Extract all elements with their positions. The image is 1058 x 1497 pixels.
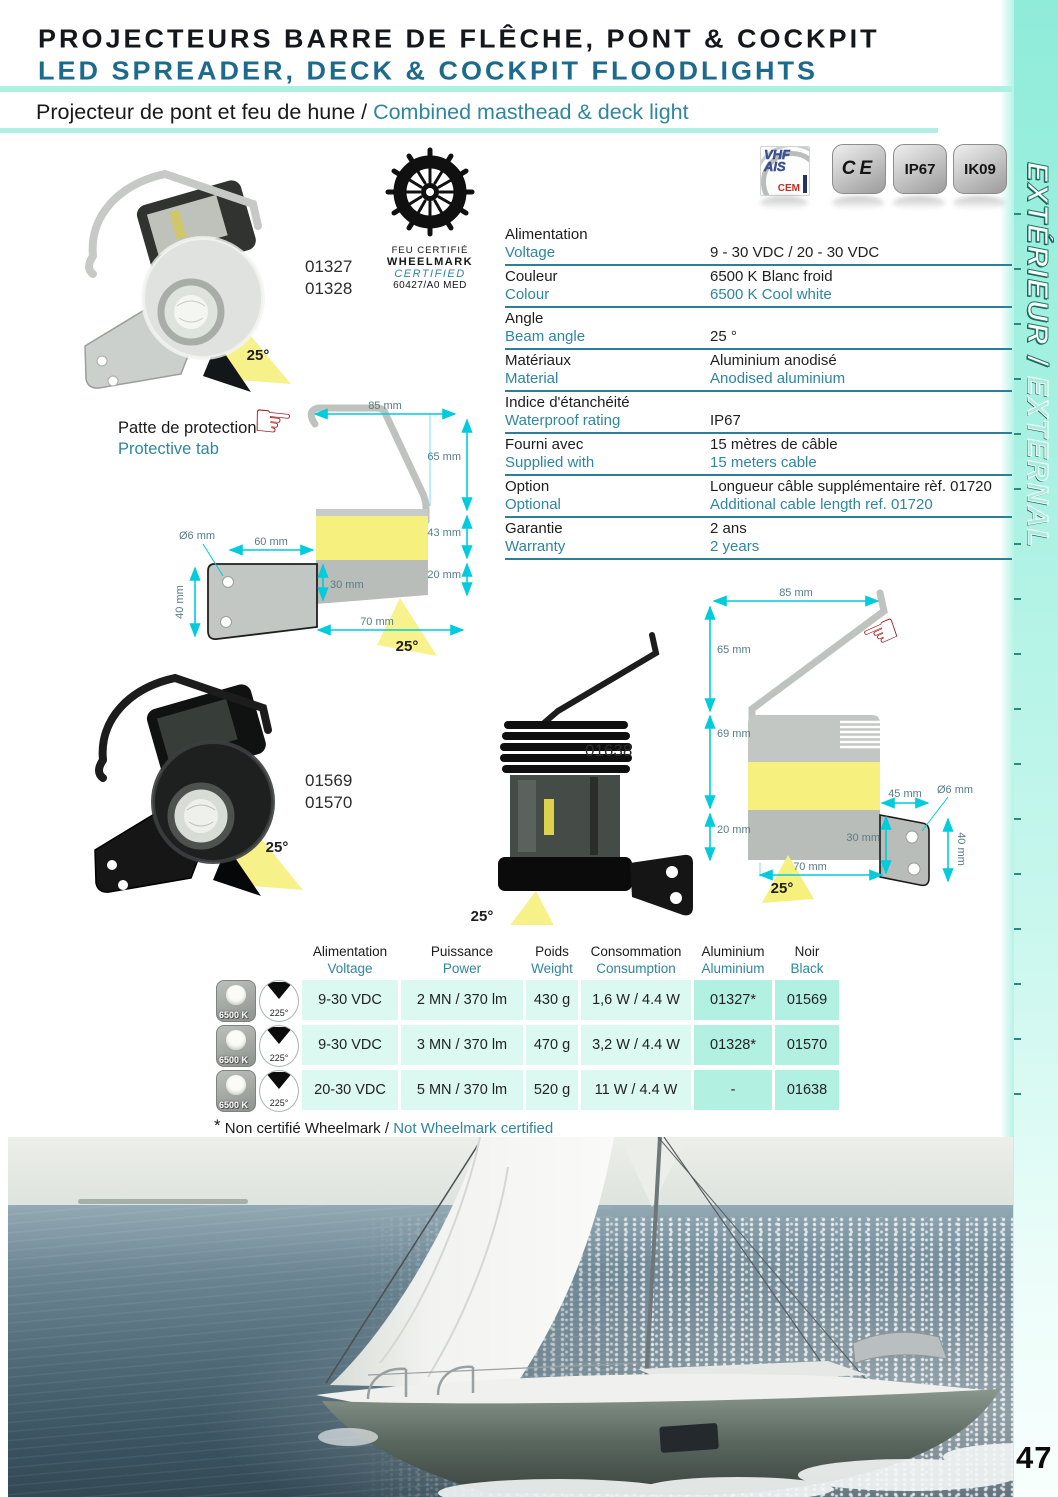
table-cell-black-code: 01638 <box>775 1070 839 1110</box>
spec-table <box>505 224 1012 560</box>
subtitle-underline <box>0 128 938 133</box>
page-number: 47 <box>1016 1440 1053 1475</box>
product-codes <box>305 256 352 300</box>
spec-value-fr: 2 ans <box>710 520 747 537</box>
dim-20mm: 20 mm <box>427 569 461 581</box>
spec-label-fr: Garantie <box>505 520 563 537</box>
column-header: Poids Weight <box>531 944 573 976</box>
dim-40mm: 40 mm <box>955 832 967 866</box>
table-cell-aluminium-code: 01328* <box>694 1025 772 1065</box>
subtitle-en: Combined masthead & deck light <box>373 100 689 124</box>
spec-row <box>505 308 1012 350</box>
dimension-drawing-1 <box>165 391 500 663</box>
spec-value-en: Anodised aluminium <box>710 369 846 387</box>
spec-value-en: 15 meters cable <box>710 453 817 471</box>
product-codes <box>305 770 352 814</box>
dimension-drawing-2 <box>700 585 1000 905</box>
spec-row <box>505 518 1012 560</box>
table-cell-voltage: 20-30 VDC <box>302 1070 398 1110</box>
table-cell-weight: 470 g <box>526 1025 578 1065</box>
table-cell-aluminium-code: 01327* <box>694 980 772 1020</box>
product-codes <box>585 740 632 762</box>
jib-sail <box>330 1137 614 1389</box>
page-title-fr: PROJECTEURS BARRE DE FLÊCHE, PONT & COCKPIT <box>38 24 880 54</box>
wheelmark-line2: WHEELMARK <box>386 256 474 268</box>
spec-row <box>505 350 1012 392</box>
product-code: 01569 <box>305 771 353 790</box>
spec-value-en: 6500 K Cool white <box>710 285 832 303</box>
ship-wheel-icon <box>384 146 476 238</box>
table-cell-voltage: 9-30 VDC <box>302 1025 398 1065</box>
header-underline <box>0 86 1012 92</box>
product-photo-01638 <box>440 625 700 925</box>
antenna-bar <box>803 175 807 193</box>
column-header: Consommation Consumption <box>590 944 682 976</box>
spec-label-en: Waterproof rating <box>505 411 621 429</box>
column-header: Aluminium Aluminium <box>701 944 765 976</box>
color-temp-icon: 6500 K <box>216 980 256 1022</box>
spec-label-fr: Fourni avec <box>505 436 584 453</box>
mount-tab <box>880 815 929 885</box>
vhf-ais-cem-logo <box>760 146 810 196</box>
badge-reflection <box>760 196 808 210</box>
sailboat-photo <box>8 1137 1013 1497</box>
section-label-fr: EXTÉRIEUR / <box>1021 162 1053 367</box>
dim-85mm: 85 mm <box>368 400 402 412</box>
column-header: Puissance Power <box>430 944 494 976</box>
subtitle-fr: Projecteur de pont et feu de hune <box>36 100 356 124</box>
protective-tab-en: Protective tab <box>118 440 219 458</box>
table-cell-weight: 520 g <box>526 1070 578 1110</box>
product-code: 01570 <box>305 793 353 812</box>
dim-angle: 25° <box>770 880 794 897</box>
subtitle-separator: / <box>355 100 374 124</box>
dim-angle: 25° <box>395 638 419 655</box>
lamp-base <box>498 857 632 891</box>
protective-tab-fr: Patte de protection <box>118 419 257 437</box>
ais-text: AIS <box>764 159 786 174</box>
badge-reflection <box>953 196 1005 210</box>
table-cell-black-code: 01569 <box>775 980 839 1020</box>
mount-bracket <box>544 635 656 723</box>
spec-label-en: Material <box>505 369 559 387</box>
spec-label-en: Colour <box>505 285 550 303</box>
hull-window <box>659 1423 719 1453</box>
pointing-hand-icon: ☜ <box>853 602 908 663</box>
spec-label-fr: Option <box>505 478 550 495</box>
badge-reflection <box>832 196 884 210</box>
beam-angle-label: 25° <box>470 908 494 925</box>
table-cell-consumption: 11 W / 4.4 W <box>581 1070 691 1110</box>
product-code: 01327 <box>305 257 353 276</box>
visibility-angle-icon: 225° <box>259 980 299 1022</box>
dim-65mm: 65 mm <box>717 644 751 656</box>
table-cell-power: 5 MN / 370 lm <box>401 1070 523 1110</box>
beam-angle-label: 25° <box>246 347 270 364</box>
product-photo-black <box>65 662 315 902</box>
dim-70mm: 70 mm <box>793 861 827 873</box>
lamp-lens-area <box>316 516 428 560</box>
visibility-angle-icon: 225° <box>259 1070 299 1112</box>
dim-hole: Ø6 mm <box>178 530 216 542</box>
wheelmark-cert-number: 60427/A0 MED <box>393 280 467 291</box>
pointing-hand-icon: ☞ <box>249 391 296 451</box>
table-cell-aluminium-code: - <box>694 1070 772 1110</box>
table-cell-consumption: 1,6 W / 4.4 W <box>581 980 691 1020</box>
spec-row <box>505 476 1012 518</box>
spec-label-en: Optional <box>505 495 561 513</box>
sprayhood <box>853 1332 947 1363</box>
product-code: 01638 <box>585 741 633 760</box>
dim-43mm: 43 mm <box>427 527 461 539</box>
dim-70mm: 70 mm <box>360 616 394 628</box>
spec-label-en: Warranty <box>505 537 566 555</box>
dim-30mm: 30 mm <box>846 832 880 844</box>
ik09-badge: IK09 <box>953 144 1007 194</box>
bracket-outline <box>311 408 426 521</box>
table-cell-power: 2 MN / 370 lm <box>401 980 523 1020</box>
page-title-en: LED SPREADER, DECK & COCKPIT FLOODLIGHTS <box>38 56 819 86</box>
spec-label-fr: Matériaux <box>505 352 571 369</box>
spec-label-fr: Angle <box>505 310 544 327</box>
dim-65mm: 65 mm <box>427 451 461 463</box>
light-beam <box>498 891 560 925</box>
spec-value: 9 - 30 VDC / 20 - 30 VDC <box>710 243 880 261</box>
dim-hole: Ø6 mm <box>936 784 974 796</box>
badge-reflection <box>893 196 945 210</box>
spec-label-en: Beam angle <box>505 327 586 345</box>
spec-label-en: Voltage <box>505 243 556 261</box>
spec-row <box>505 224 1012 266</box>
color-temp-icon: 6500 K <box>216 1025 256 1067</box>
spec-value-fr: Aluminium anodisé <box>710 352 837 369</box>
table-cell-black-code: 01570 <box>775 1025 839 1065</box>
vhf-text: VHF <box>764 147 790 162</box>
led-strip <box>544 799 554 835</box>
product-code: 01328 <box>305 279 353 298</box>
spec-value: IP67 <box>710 411 741 429</box>
dim-60mm: 60 mm <box>254 536 288 548</box>
column-header: Alimentation Voltage <box>312 944 388 976</box>
wheelmark-certification <box>358 146 502 291</box>
wheelmark-line3: CERTIFIED <box>394 268 466 280</box>
vhf-ais-text <box>764 149 790 173</box>
spec-label-fr: Indice d'étanchéité <box>505 394 630 411</box>
spec-value-en: Additional cable length ref. 01720 <box>710 495 933 513</box>
spec-value-fr: Longueur câble supplémentaire rèf. 01720 <box>710 478 992 495</box>
table-cell-power: 3 MN / 370 lm <box>401 1025 523 1065</box>
dim-85mm: 85 mm <box>779 587 813 599</box>
side-bracket <box>630 855 693 915</box>
dim-45mm: 45 mm <box>888 788 922 800</box>
spec-value-en: 2 years <box>710 537 760 555</box>
beam-angle-label: 25° <box>265 839 289 856</box>
dim-40mm: 40 mm <box>174 585 186 619</box>
asterisk: * <box>214 1116 221 1135</box>
visibility-angle-icon: 225° <box>259 1025 299 1067</box>
main-sail <box>620 1137 686 1207</box>
sailboat <box>8 1137 1013 1497</box>
wheelmark-line1: FEU CERTIFIÉ <box>391 245 469 256</box>
table-cell-weight: 430 g <box>526 980 578 1020</box>
spec-value: 25 ° <box>710 327 737 345</box>
ip67-badge: IP67 <box>893 144 947 194</box>
table-cell-consumption: 3,2 W / 4.4 W <box>581 1025 691 1065</box>
spec-value-fr: 15 mètres de câble <box>710 436 838 453</box>
spec-label-fr: Alimentation <box>505 226 588 243</box>
section-label-en: EXTERNAL <box>1021 366 1053 549</box>
dim-69mm: 69 mm <box>717 728 751 740</box>
table-cell-voltage: 9-30 VDC <box>302 980 398 1020</box>
ce-badge: CE <box>832 144 886 194</box>
product-photo-silver <box>55 160 305 395</box>
dim-20mm: 20 mm <box>717 824 751 836</box>
spec-row <box>505 266 1012 308</box>
cem-text: CEM <box>777 183 800 194</box>
spec-label-fr: Couleur <box>505 268 558 285</box>
mount-plate <box>208 564 317 639</box>
spec-row <box>505 434 1012 476</box>
product-subtitle <box>36 100 689 125</box>
section-label-vertical <box>1020 162 1053 548</box>
lamp-lens-area <box>748 762 880 810</box>
dim-30mm: 30 mm <box>330 579 364 591</box>
spec-label-en: Supplied with <box>505 453 595 471</box>
spec-row <box>505 392 1012 434</box>
product-comparison-table <box>216 931 839 1112</box>
spec-value-fr: 6500 K Blanc froid <box>710 268 833 285</box>
color-temp-icon: 6500 K <box>216 1070 256 1112</box>
wheelmark-footnote: * Non certifié Wheelmark / Not Wheelmark certified <box>214 1116 554 1137</box>
column-header: Noir Black <box>790 944 824 976</box>
